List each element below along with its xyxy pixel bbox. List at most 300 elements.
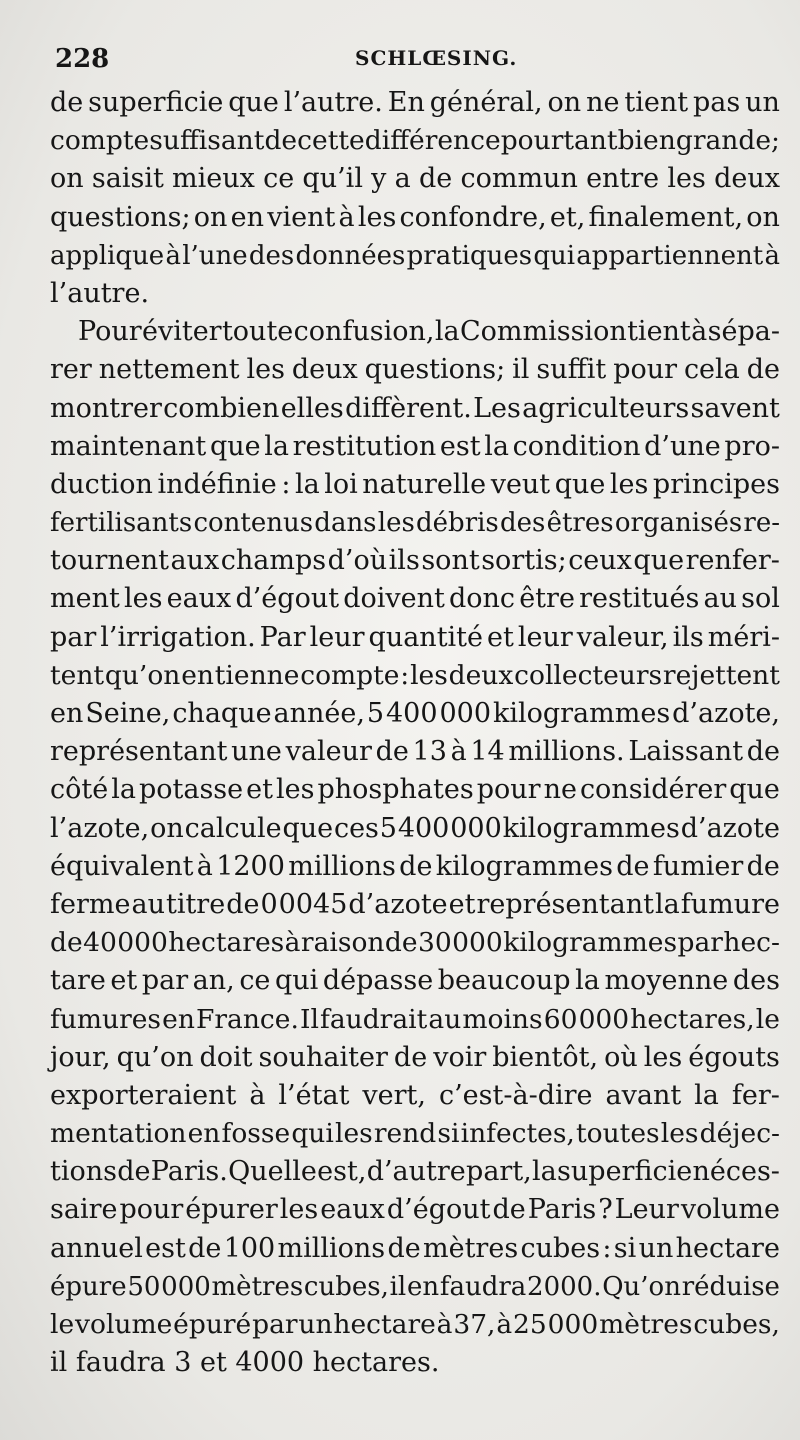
word: par	[677, 927, 723, 959]
word: questions;	[364, 354, 506, 386]
word: les	[123, 583, 163, 615]
word: hec-	[723, 927, 780, 959]
word: de	[616, 850, 650, 882]
word: bien	[617, 125, 676, 157]
word: en	[187, 1118, 221, 1150]
text-line	[50, 504, 780, 542]
word: de	[746, 736, 780, 768]
word: ne	[543, 774, 577, 806]
word: de	[188, 1232, 222, 1264]
word: qu’on	[116, 1041, 194, 1073]
word: les	[377, 508, 415, 539]
word: restitution	[292, 430, 437, 462]
text-line	[50, 1039, 780, 1077]
word: aux	[170, 545, 220, 577]
word: ment	[50, 583, 120, 615]
word: épurer	[185, 1194, 278, 1226]
word: 40	[83, 927, 117, 959]
word: ces	[333, 812, 379, 844]
word: pourtant	[500, 125, 618, 157]
word: cubes	[520, 1232, 601, 1264]
word: la	[264, 430, 289, 462]
word: par	[252, 1309, 298, 1340]
word: 60	[543, 1003, 578, 1035]
word: un	[745, 87, 780, 118]
word: d’égout	[386, 1194, 491, 1226]
word: finalement,	[588, 201, 744, 233]
word: 400	[397, 812, 450, 844]
word: 000	[450, 812, 502, 844]
word: suffit	[536, 354, 607, 386]
word: la	[532, 1156, 557, 1188]
word: épuré	[173, 1309, 252, 1340]
word: on	[150, 812, 184, 844]
word: elles	[280, 392, 344, 424]
word: rejettent	[662, 659, 780, 691]
text-line	[50, 733, 780, 771]
word: tournent	[50, 545, 170, 577]
word: ceux	[568, 545, 632, 577]
word: débris	[416, 508, 499, 539]
word: l’irrigation.	[100, 621, 256, 653]
word: 50	[127, 1271, 161, 1302]
word: combien	[163, 392, 280, 424]
word: la	[434, 316, 460, 348]
word: sont	[421, 545, 480, 577]
word: en	[162, 1003, 195, 1035]
word: 37,	[453, 1309, 496, 1340]
word: différence	[364, 125, 501, 157]
word: et	[487, 621, 514, 653]
word: l’état	[278, 1079, 350, 1111]
word: an,	[192, 965, 235, 997]
text-line	[50, 160, 780, 198]
word: valeur	[285, 736, 372, 768]
text-line	[50, 466, 780, 504]
page-header	[55, 40, 760, 76]
text-line	[50, 695, 780, 733]
word: millions	[277, 1232, 386, 1264]
word: sortis;	[481, 545, 567, 577]
word: Seine,	[85, 698, 171, 729]
word: saisit	[91, 163, 164, 195]
word: pour	[119, 1194, 184, 1226]
word: 000	[547, 1309, 599, 1340]
word: tions	[50, 1156, 117, 1188]
text-line: il faudra 3 et 4000 hectares.	[50, 1347, 440, 1379]
text-line	[50, 428, 780, 466]
word: fertilisants	[50, 508, 193, 539]
word: considérer	[579, 774, 727, 806]
word: kilogrammes	[502, 812, 680, 844]
word: Paris.	[150, 1156, 228, 1188]
word: Laissant	[628, 736, 744, 768]
word: ce	[239, 965, 271, 997]
word: volume	[680, 1194, 780, 1226]
text-line	[50, 237, 780, 275]
word: kilogrammes	[435, 850, 613, 882]
word: nettement	[98, 354, 240, 386]
word: si	[613, 1232, 637, 1264]
word: mentation	[50, 1118, 187, 1150]
word: exporteraient	[50, 1079, 237, 1111]
running-head: SCHLŒSING.	[355, 46, 518, 70]
word: de	[492, 1194, 526, 1226]
word: d’où	[327, 545, 388, 577]
word: sol	[741, 583, 780, 615]
word: qu’on	[104, 659, 181, 691]
word: eaux	[166, 583, 232, 615]
word: 400	[386, 698, 438, 729]
word: doivent	[343, 583, 445, 615]
word: entre	[586, 163, 660, 195]
word: côté	[50, 774, 109, 806]
word: vient	[267, 201, 336, 233]
word: dans	[314, 508, 377, 539]
word: éviter	[141, 316, 222, 348]
word: êtres	[546, 508, 614, 539]
text-line	[50, 351, 780, 389]
word: que	[209, 430, 261, 462]
word: millions	[288, 850, 396, 882]
word: à	[450, 736, 467, 768]
word: la	[111, 774, 136, 806]
word: bientôt,	[492, 1041, 599, 1073]
word: tient	[624, 87, 689, 118]
word: 0	[260, 888, 278, 920]
word: toute	[221, 316, 294, 348]
word: superficie	[88, 87, 224, 118]
word: pour	[613, 354, 678, 386]
word: fosse	[221, 1118, 291, 1150]
word: les	[410, 659, 448, 691]
word: en	[230, 201, 265, 233]
text-line: l’autre.	[50, 277, 150, 309]
word: 13	[412, 736, 447, 768]
word: ferme	[50, 888, 131, 920]
word: confondre,	[399, 201, 547, 233]
word: et	[246, 774, 273, 806]
word: contenus	[193, 508, 314, 539]
word: champs	[220, 545, 327, 577]
text-line	[50, 1153, 780, 1191]
word: compte	[50, 125, 150, 157]
word: hectares,	[630, 1003, 755, 1035]
text-line	[50, 619, 780, 657]
text-line	[50, 122, 780, 160]
word: avant	[605, 1079, 682, 1111]
word: Par	[259, 621, 306, 653]
word: est	[439, 430, 481, 462]
word: volume	[75, 1309, 173, 1340]
word: diffèrent.	[345, 392, 472, 424]
word: par	[141, 965, 189, 997]
word: ?	[598, 1194, 613, 1226]
text-line	[50, 390, 780, 428]
word: il	[389, 1271, 407, 1302]
word: veut	[490, 468, 551, 500]
text-line	[50, 1268, 780, 1306]
word: pro-	[724, 430, 780, 462]
word: 000	[161, 1271, 211, 1302]
word: année,	[273, 698, 365, 729]
word: 5	[366, 698, 385, 729]
word: les	[246, 354, 285, 386]
word: pour	[476, 774, 541, 806]
word: à	[338, 201, 355, 233]
word: l’azote,	[50, 812, 150, 844]
word: égouts	[688, 1041, 780, 1073]
text-line	[50, 1115, 780, 1153]
word: 1200	[216, 850, 285, 882]
word: moins	[462, 1003, 543, 1035]
word: collecteurs	[514, 659, 663, 691]
word: ils	[388, 545, 420, 577]
word: doit	[199, 1041, 253, 1073]
word: sépa-	[707, 316, 780, 348]
word: En	[387, 87, 425, 118]
word: agriculteurs	[522, 392, 690, 424]
word: d’une	[644, 430, 721, 462]
word: à	[496, 1309, 513, 1340]
word: la	[654, 888, 680, 920]
word: épure	[50, 1271, 127, 1302]
word: l’autre.	[283, 87, 383, 118]
word: saire	[50, 1194, 118, 1226]
text-line	[50, 1077, 780, 1115]
word: c’est-à-dire	[438, 1079, 593, 1111]
word: leur	[309, 621, 365, 653]
word: fumier	[652, 850, 744, 882]
word: faudra	[439, 1271, 527, 1302]
word: tare	[50, 965, 106, 997]
word: deux	[714, 163, 780, 195]
word: loi	[324, 468, 358, 500]
word: si	[437, 1118, 460, 1150]
word: beaucoup	[437, 965, 571, 997]
word: mètres	[423, 1232, 519, 1264]
word: hectares	[168, 927, 285, 959]
word: que	[554, 468, 606, 500]
word: d’azote	[348, 888, 448, 920]
word: donc	[449, 583, 516, 615]
word: représentant	[50, 736, 228, 768]
word: condition	[512, 430, 641, 462]
word: mètres	[599, 1309, 693, 1340]
word: méri-	[707, 621, 780, 653]
word: et	[110, 965, 138, 997]
word: que	[228, 87, 279, 118]
word: de	[264, 125, 298, 157]
word: commun	[460, 163, 578, 195]
word: renfer-	[685, 545, 780, 577]
word: compte	[300, 659, 400, 691]
word: kilogrammes	[492, 698, 671, 729]
word: potasse	[138, 774, 244, 806]
word: quantité	[368, 621, 484, 653]
word: cette	[297, 125, 365, 157]
word: qui	[533, 240, 576, 271]
word: des	[500, 508, 546, 539]
word: d’azote,	[672, 698, 780, 729]
text-line	[50, 199, 780, 237]
text-line	[50, 810, 780, 848]
word: dépasse	[322, 965, 434, 997]
word: 000	[117, 927, 168, 959]
word: déjec-	[699, 1118, 780, 1150]
word: on	[746, 201, 780, 233]
word: de	[387, 1232, 421, 1264]
word: valeur,	[576, 621, 669, 653]
word: que	[282, 812, 334, 844]
word: en	[181, 659, 214, 691]
word: à	[691, 316, 708, 348]
word: deux	[291, 354, 358, 386]
word: Il	[299, 1003, 319, 1035]
word: en	[50, 698, 84, 729]
word: raison	[300, 927, 385, 959]
word: réduise	[681, 1271, 780, 1302]
word: qui	[274, 965, 319, 997]
word: pratiques	[406, 240, 533, 271]
word: 000	[578, 1003, 630, 1035]
word: 30	[417, 927, 452, 959]
word: de	[393, 1041, 428, 1073]
word: 2000.	[527, 1271, 602, 1302]
word: deux	[448, 659, 514, 691]
word: :	[281, 468, 291, 500]
word: au	[703, 583, 738, 615]
word: le	[50, 1309, 75, 1340]
word: un	[638, 1232, 674, 1264]
word: à	[284, 927, 301, 959]
word: grande;	[675, 125, 780, 157]
word: mètres	[211, 1271, 304, 1302]
text-line	[50, 580, 780, 618]
word: cubes,	[303, 1271, 389, 1302]
word: de	[746, 354, 780, 386]
word: part,	[466, 1156, 532, 1188]
word: données	[295, 240, 406, 271]
word: Qu’on	[602, 1271, 681, 1302]
word: qui	[291, 1118, 334, 1150]
word: représentant	[476, 888, 654, 920]
word: au	[131, 888, 165, 920]
word: appartiennent	[576, 240, 764, 271]
word: les	[609, 468, 649, 500]
word: restitués	[579, 583, 700, 615]
word: Leur	[614, 1194, 679, 1226]
word: France.	[196, 1003, 299, 1035]
word: infectes,	[460, 1118, 575, 1150]
word: faudrait	[320, 1003, 428, 1035]
word: ne	[586, 87, 620, 118]
word: ils	[672, 621, 704, 653]
word: toutes	[576, 1118, 660, 1150]
word: maintenant	[50, 430, 207, 462]
text-line	[50, 886, 780, 924]
word: re-	[743, 508, 780, 539]
text-line	[50, 313, 780, 351]
word: :	[400, 659, 410, 691]
word: de	[50, 87, 84, 118]
word: millions.	[508, 736, 625, 768]
word: la	[694, 1079, 719, 1111]
text-line	[50, 848, 780, 886]
word: pas	[692, 87, 741, 118]
word: fumure	[680, 888, 780, 920]
word: cubes,	[693, 1309, 780, 1340]
word: de	[384, 927, 418, 959]
word: à	[249, 1079, 266, 1111]
word: Pour	[78, 316, 142, 348]
word: 25	[513, 1309, 547, 1340]
word: on	[547, 87, 582, 118]
text-line	[50, 84, 780, 122]
text-line	[50, 1306, 780, 1344]
word: et,	[549, 201, 586, 233]
word: :	[602, 1232, 612, 1264]
word: naturelle	[362, 468, 487, 500]
word: de	[50, 927, 83, 959]
word: de	[117, 1156, 151, 1188]
word: mieux	[172, 163, 255, 195]
word: confusion,	[293, 316, 435, 348]
word: les	[660, 1118, 699, 1150]
word: a	[394, 163, 411, 195]
text-line	[50, 657, 780, 695]
word: tent	[50, 659, 105, 691]
word: annuel	[50, 1232, 143, 1264]
word: des	[732, 965, 780, 997]
word: à	[436, 1309, 453, 1340]
word: 5	[379, 812, 397, 844]
word: de	[226, 888, 260, 920]
word: que	[633, 545, 685, 577]
word: on	[50, 163, 84, 195]
text-line	[50, 1230, 780, 1268]
word: de	[399, 850, 433, 882]
word: indéfinie	[157, 468, 277, 500]
text-line	[50, 771, 780, 809]
word: est,	[317, 1156, 367, 1188]
page-number: 228	[55, 44, 110, 74]
word: qu’il	[302, 163, 363, 195]
word: où	[604, 1041, 638, 1073]
word: 100	[223, 1232, 276, 1264]
word: hectare	[333, 1309, 436, 1340]
word: néces-	[692, 1156, 780, 1188]
word: moyenne	[604, 965, 729, 997]
word: fer-	[731, 1079, 780, 1111]
word: les	[667, 163, 706, 195]
word: à	[165, 240, 181, 271]
word: de	[418, 163, 453, 195]
word: l’une	[182, 240, 248, 271]
word: y	[371, 163, 387, 195]
word: les	[334, 1118, 373, 1150]
word: d’azote	[680, 812, 780, 844]
word: jour,	[50, 1041, 111, 1073]
word: montrer	[50, 392, 162, 424]
word: organisés	[614, 508, 743, 539]
word: rer	[50, 354, 92, 386]
word: le	[755, 1003, 780, 1035]
word: superficie	[557, 1156, 693, 1188]
word: au	[428, 1003, 462, 1035]
word: être	[519, 583, 575, 615]
word: la	[484, 430, 509, 462]
